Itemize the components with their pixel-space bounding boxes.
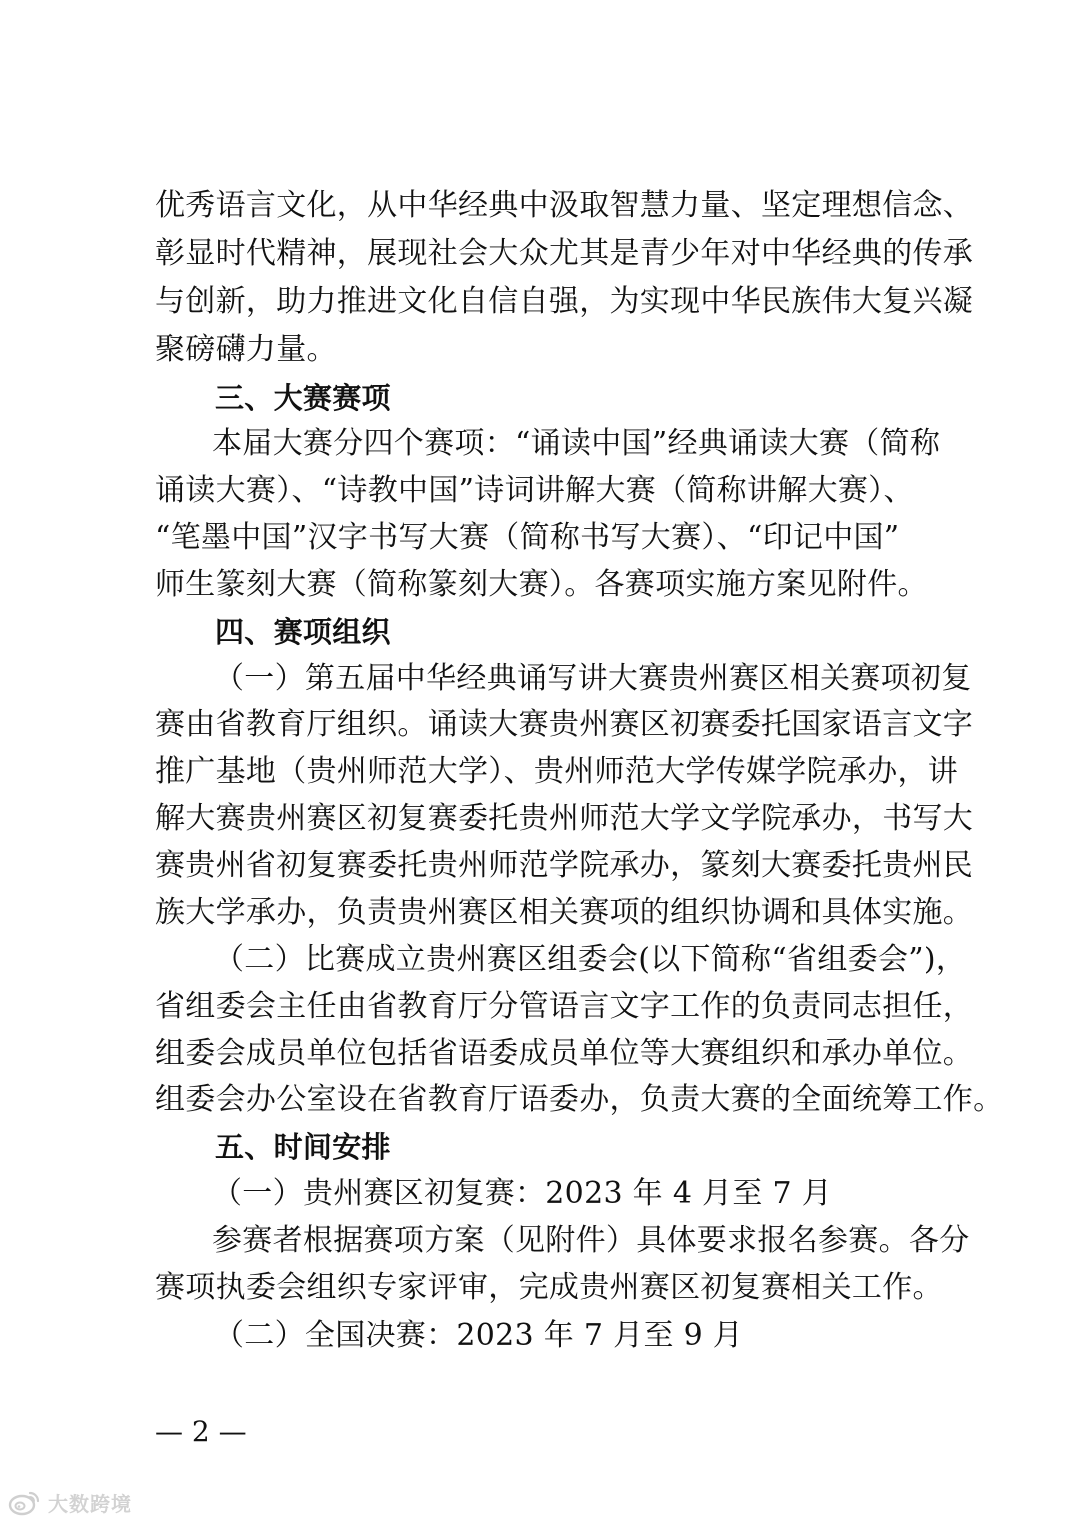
section-heading-5: 五、时间安排 [215,1130,391,1164]
paragraph-line: 聚磅礴力量。 [155,332,337,367]
paragraph-line: 族大学承办，负责贵州赛区相关赛项的组织协调和具体实施。 [155,895,974,930]
paragraph-line: 组委会办公室设在省教育厅语委办，负责大赛的全面统筹工作。 [155,1082,1004,1117]
paragraph-line: 师生篆刻大赛（简称篆刻大赛）。各赛项实施方案见附件。 [155,567,928,602]
paragraph-line: （一）第五届中华经典诵写讲大赛贵州赛区相关赛项初复 [214,661,972,696]
paragraph-line: 优秀语言文化，从中华经典中汲取智慧力量、坚定理想信念、 [155,188,974,223]
paragraph-line: （二）比赛成立贵州赛区组委会(以下简称“省组委会”)， [214,942,967,977]
watermark [8,1487,132,1517]
section-heading-3: 三、大赛赛项 [215,381,391,415]
paragraph-line: 赛项执委会组织专家评审，完成贵州赛区初复赛相关工作。 [155,1270,943,1305]
paragraph-line: （一）贵州赛区初复赛：2023 年 4 月至 7 月 [212,1176,833,1211]
paragraph-line: 省组委会主任由省教育厅分管语言文字工作的负责同志担任， [155,989,974,1024]
paragraph-line: 解大赛贵州赛区初复赛委托贵州师范大学文学院承办，书写大 [155,801,974,836]
weibo-logo-icon [8,1488,42,1516]
section-heading-4: 四、赛项组织 [215,615,391,649]
paragraph-line: 赛由省教育厅组织。诵读大赛贵州赛区初赛委托国家语言文字 [155,707,974,742]
paragraph-line: “笔墨中国”汉字书写大赛（简称书写大赛）、“印记中国” [155,520,900,555]
paragraph-line: 参赛者根据赛项方案（见附件）具体要求报名参赛。各分 [212,1223,970,1258]
paragraph-line: （二）全国决赛：2023 年 7 月至 9 月 [214,1318,744,1353]
watermark-text: 大数跨境 [48,1491,132,1516]
paragraph-line: 本届大赛分四个赛项：“诵读中国”经典诵读大赛（简称 [212,426,941,461]
paragraph-line: 赛贵州省初复赛委托贵州师范学院承办，篆刻大赛委托贵州民 [155,848,974,883]
paragraph-line: 组委会成员单位包括省语委成员单位等大赛组织和承办单位。 [155,1036,974,1071]
paragraph-line: 推广基地（贵州师范大学）、贵州师范大学传媒学院承办，讲 [155,754,959,789]
paragraph-line: 诵读大赛）、“诗教中国”诗词讲解大赛（简称讲解大赛）、 [155,473,914,508]
paragraph-line: 与创新，助力推进文化自信自强，为实现中华民族伟大复兴凝 [155,284,974,319]
paragraph-line: 彰显时代精神，展现社会大众尤其是青少年对中华经典的传承 [155,236,974,271]
page-number: — 2 — [155,1415,247,1448]
